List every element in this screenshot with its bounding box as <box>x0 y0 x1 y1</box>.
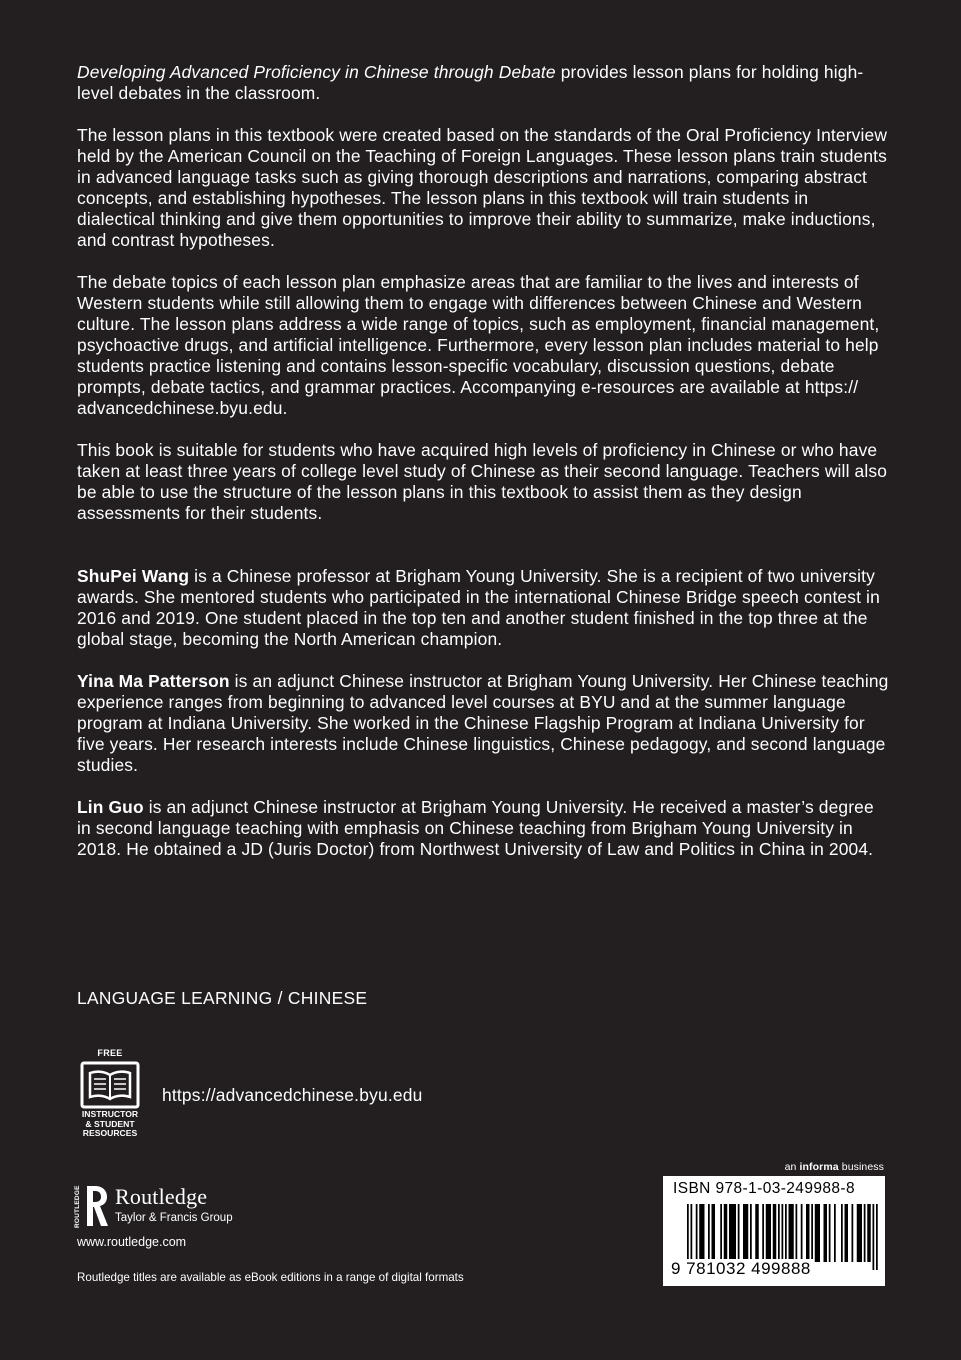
barcode-bar <box>720 1204 722 1262</box>
barcode-bar <box>864 1204 866 1262</box>
barcode-bar <box>762 1204 764 1262</box>
barcode-bar <box>755 1204 759 1262</box>
barcode-bar <box>815 1204 820 1262</box>
subject-category: LANGUAGE LEARNING / CHINESE <box>77 988 368 1008</box>
blurb-paragraph-4: This book is suitable for students who have acquired high levels of proficiency in Chinese or who have taken at least three years of college level study of Chinese as their second language. Teachers will also be able to use the structure of the lesson plans in this textbook to assist them as they design assessments for their students. <box>77 440 888 523</box>
intro-paragraph <box>77 62 889 104</box>
barcode-bar <box>750 1204 752 1262</box>
barcode-bar <box>796 1204 798 1262</box>
blurb-paragraph-3: The debate topics of each lesson plan emphasize areas that are familiar to the lives and interests of Western students while still allowing them to engage with differences between Chinese and Western culture. The lesson plans address a wide range of topics, such as employment, financial management, psychoactive drugs, and artificial intelligence. Furthermore, every lesson plan includes material to help students practice listening and contains lesson-specific vocabulary, discussion questions, debate prompts, debate tactics, and grammar practices. Accompanying e-resources are available at https:// advancedchinese.byu.edu. <box>77 272 880 418</box>
barcode-bar <box>852 1204 854 1262</box>
routledge-mark-icon <box>75 1182 111 1230</box>
barcode-bar <box>738 1204 740 1262</box>
barcode-bar <box>712 1204 716 1262</box>
badge-line-3: RESOURCES <box>82 1128 138 1138</box>
barcode-digits: 9 781032 499888 <box>671 1259 811 1278</box>
author-bio-text: is a Chinese professor at Brigham Young University. She is a recipient of two university awards. She mentored students who participated in the international Chinese Bridge speech contest in 2016 and 2019. One student placed in the top ten and another student finished in the top three at the global stage, becoming the North American champion. <box>77 566 880 649</box>
barcode-bar <box>873 1204 875 1270</box>
badge-line-2: & STUDENT <box>85 1118 135 1129</box>
barcode-bar <box>729 1204 736 1262</box>
author-bio-1 <box>77 566 889 650</box>
badge-resources-label <box>72 1110 148 1139</box>
barcode-bar <box>724 1204 728 1262</box>
barcode-bar <box>857 1204 862 1262</box>
author-bio-text: is an adjunct Chinese instructor at Brigham Young University. He received a master’s degree in second language teaching with emphasis on Chinese teaching from Brigham Young University in 2018. He obtained a JD (Juris Doctor) from Northwest University of Law and Politics in China in 2004. <box>77 797 874 859</box>
author-name: Yina Ma Patterson <box>77 671 230 691</box>
free-resources-badge <box>76 1048 144 1144</box>
barcode-bar <box>845 1204 849 1262</box>
book-title: Developing Advanced Proficiency in Chinese through Debate <box>77 62 556 82</box>
barcode-bar <box>778 1204 780 1262</box>
informa-brand: informa <box>799 1161 839 1173</box>
barcode-bar <box>773 1204 777 1262</box>
barcode-bar <box>811 1204 813 1262</box>
author-bio-3 <box>77 797 889 860</box>
routledge-logo <box>75 1182 255 1232</box>
informa-tagline <box>785 1161 884 1173</box>
barcode-bar <box>867 1204 871 1262</box>
author-name: Lin Guo <box>77 797 144 817</box>
barcode-bar <box>876 1204 878 1270</box>
publisher-group: Taylor & Francis Group <box>115 1212 233 1224</box>
isbn-barcode <box>663 1176 885 1286</box>
barcode-bar <box>696 1204 698 1262</box>
barcode-bar <box>829 1204 831 1262</box>
author-bio-2 <box>77 671 889 776</box>
barcode-bar <box>801 1204 803 1262</box>
blurb-paragraph-2: The lesson plans in this textbook were created based on the standards of the Oral Proficiency Interview held by the American Council on the Teaching of Foreign Languages. These lesson plans train students in advanced language tasks such as giving thorough descriptions and narrations, comparing abstract concepts, and establishing hypotheses. The lesson plans in this textbook will train students in dialectical thinking and give them opportunities to improve their ability to summarize, make inductions, and contrast hypotheses. <box>77 125 888 250</box>
open-book-screen-icon <box>80 1061 140 1109</box>
author-name: ShuPei Wang <box>77 566 190 586</box>
author-bio-text: is an adjunct Chinese instructor at Brigham Young University. Her Chinese teaching experience ranges from beginning to advanced level courses at BYU and at the summer language program at Indiana University. She worked in the Chinese Flagship Program at Indiana University for five years. Her research interests include Chinese linguistics, Chinese pedagogy, and second language studies. <box>77 671 889 775</box>
barcode-bar <box>699 1204 704 1262</box>
back-cover-text <box>77 62 889 881</box>
barcode-bar <box>789 1204 794 1262</box>
ebook-note: Routledge titles are available as eBook editions in a range of digital formats <box>77 1271 464 1284</box>
barcode-bar <box>834 1204 836 1262</box>
publisher-name: Routledge <box>115 1184 208 1209</box>
barcode-bar <box>806 1204 810 1262</box>
barcode-bar <box>766 1204 771 1262</box>
svg-text:ROUTLEDGE: ROUTLEDGE <box>74 1185 81 1228</box>
barcode-bar <box>841 1204 843 1262</box>
publisher-url: www.routledge.com <box>77 1235 187 1249</box>
informa-suffix: business <box>838 1161 884 1173</box>
informa-prefix: an <box>784 1161 800 1173</box>
barcode-bar <box>824 1204 828 1262</box>
badge-line-1: INSTRUCTOR <box>81 1109 139 1119</box>
isbn-label: ISBN 978-1-03-249988-8 <box>673 1180 855 1197</box>
intro-text: provides lesson plans for holding high-level debates in the classroom. <box>77 62 864 103</box>
barcode-bar <box>708 1204 710 1262</box>
barcode-bar <box>743 1204 748 1262</box>
badge-free-label: FREE <box>97 1048 123 1058</box>
resources-url: https://advancedchinese.byu.edu <box>162 1085 423 1105</box>
